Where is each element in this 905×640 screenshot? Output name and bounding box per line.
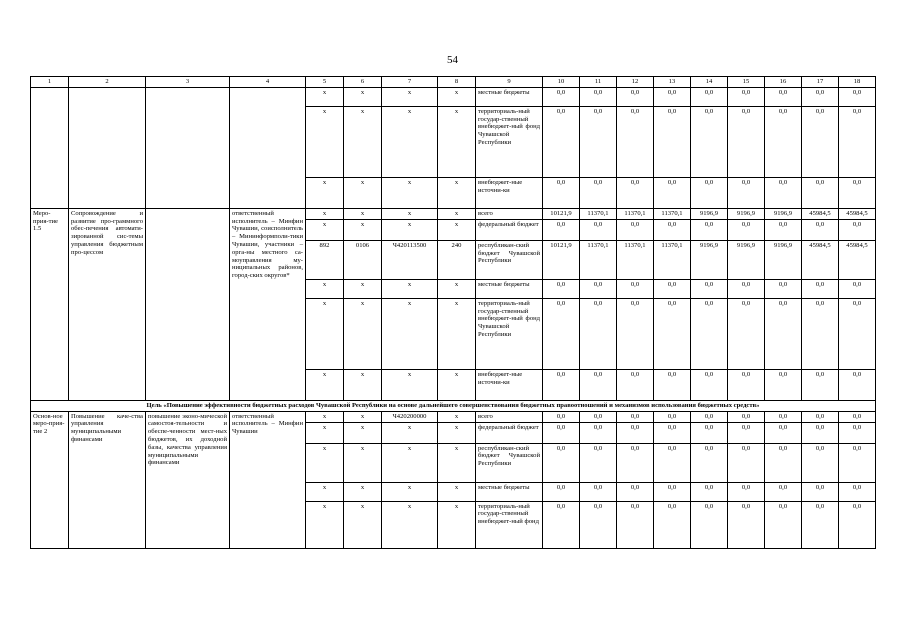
year-value: 0,0 <box>765 369 802 400</box>
code-grbs: х <box>306 106 344 177</box>
year-value: 0,0 <box>802 106 839 177</box>
column-number: 18 <box>839 77 876 88</box>
year-value: 0,0 <box>691 219 728 240</box>
year-value: 0,0 <box>802 482 839 501</box>
year-value: 0,0 <box>765 482 802 501</box>
column-number: 11 <box>580 77 617 88</box>
measure-code <box>31 87 69 208</box>
year-value: 0,0 <box>617 422 654 443</box>
code-csr: х <box>382 219 438 240</box>
year-value: 0,0 <box>543 369 580 400</box>
code-rzpr: х <box>344 177 382 208</box>
year-value: 9196,9 <box>728 208 765 219</box>
code-rzpr: 0106 <box>344 240 382 279</box>
code-vr: х <box>438 219 476 240</box>
code-csr: х <box>382 177 438 208</box>
year-value: 0,0 <box>802 219 839 240</box>
code-vr: х <box>438 369 476 400</box>
code-rzpr: х <box>344 279 382 298</box>
year-value: 0,0 <box>765 411 802 422</box>
year-value: 0,0 <box>839 106 876 177</box>
year-value: 0,0 <box>802 411 839 422</box>
code-vr: х <box>438 177 476 208</box>
year-value: 9196,9 <box>691 208 728 219</box>
code-grbs: х <box>306 219 344 240</box>
year-value: 11370,1 <box>617 240 654 279</box>
year-value: 0,0 <box>728 219 765 240</box>
funding-source: местные бюджеты <box>476 87 543 106</box>
year-value: 0,0 <box>802 177 839 208</box>
code-csr: х <box>382 501 438 548</box>
column-number: 7 <box>382 77 438 88</box>
year-value: 45984,5 <box>802 240 839 279</box>
year-value: 0,0 <box>802 279 839 298</box>
year-value: 45984,5 <box>839 240 876 279</box>
code-csr: х <box>382 443 438 482</box>
column-number: 13 <box>654 77 691 88</box>
code-grbs: х <box>306 422 344 443</box>
year-value: 0,0 <box>543 106 580 177</box>
funding-source: федеральный бюджет <box>476 219 543 240</box>
year-value: 0,0 <box>654 501 691 548</box>
funding-source: территориаль-ный государ-ственный внебюджет-ный фонд Чувашской Республики <box>476 106 543 177</box>
executor: ответственный исполнитель – Минфин Чувашии <box>230 411 306 548</box>
year-value: 0,0 <box>543 279 580 298</box>
year-value: 0,0 <box>617 219 654 240</box>
code-csr: Ч420113500 <box>382 240 438 279</box>
code-rzpr: х <box>344 219 382 240</box>
budget-table <box>30 76 876 549</box>
year-value: 0,0 <box>580 279 617 298</box>
year-value: 0,0 <box>654 482 691 501</box>
year-value: 0,0 <box>728 177 765 208</box>
year-value: 0,0 <box>728 87 765 106</box>
year-value: 0,0 <box>654 219 691 240</box>
year-value: 0,0 <box>728 482 765 501</box>
code-rzpr: х <box>344 106 382 177</box>
code-grbs: х <box>306 482 344 501</box>
year-value: 0,0 <box>617 87 654 106</box>
year-value: 0,0 <box>580 106 617 177</box>
year-value: 0,0 <box>765 87 802 106</box>
code-rzpr: х <box>344 482 382 501</box>
measure-name <box>69 87 146 208</box>
header-row <box>31 77 876 88</box>
year-value: 0,0 <box>839 411 876 422</box>
code-rzpr: х <box>344 369 382 400</box>
code-grbs: х <box>306 443 344 482</box>
code-rzpr: х <box>344 443 382 482</box>
year-value: 0,0 <box>654 411 691 422</box>
year-value: 0,0 <box>691 106 728 177</box>
year-value: 0,0 <box>691 87 728 106</box>
code-rzpr: х <box>344 298 382 369</box>
year-value: 0,0 <box>765 501 802 548</box>
measure-code: Меро-прия-тие 1.5 <box>31 208 69 400</box>
funding-source: местные бюджеты <box>476 482 543 501</box>
measure-name: Сопровождение и развитие про-граммного обес-печения автомати-зированной сис-темы управления бюджетным про-цессом <box>69 208 146 400</box>
code-vr: х <box>438 87 476 106</box>
year-value: 0,0 <box>580 219 617 240</box>
year-value: 0,0 <box>728 411 765 422</box>
year-value: 9196,9 <box>728 240 765 279</box>
code-csr: х <box>382 369 438 400</box>
year-value: 0,0 <box>543 298 580 369</box>
year-value: 0,0 <box>654 177 691 208</box>
expected-result <box>146 87 230 208</box>
year-value: 0,0 <box>765 422 802 443</box>
year-value: 0,0 <box>802 501 839 548</box>
table-row <box>31 87 876 106</box>
year-value: 0,0 <box>580 87 617 106</box>
year-value: 0,0 <box>728 298 765 369</box>
table-row <box>31 208 876 219</box>
expected-result <box>146 208 230 400</box>
funding-source: всего <box>476 411 543 422</box>
funding-source: всего <box>476 208 543 219</box>
year-value: 11370,1 <box>654 208 691 219</box>
year-value: 0,0 <box>654 279 691 298</box>
year-value: 0,0 <box>617 177 654 208</box>
code-csr: х <box>382 106 438 177</box>
year-value: 0,0 <box>580 422 617 443</box>
year-value: 0,0 <box>691 177 728 208</box>
year-value: 0,0 <box>802 87 839 106</box>
year-value: 0,0 <box>839 443 876 482</box>
funding-source: внебюджет-ные источни-ки <box>476 369 543 400</box>
year-value: 0,0 <box>617 106 654 177</box>
year-value: 0,0 <box>654 106 691 177</box>
year-value: 0,0 <box>543 411 580 422</box>
year-value: 0,0 <box>580 298 617 369</box>
year-value: 0,0 <box>617 369 654 400</box>
code-rzpr: х <box>344 501 382 548</box>
year-value: 11370,1 <box>654 240 691 279</box>
code-grbs: х <box>306 279 344 298</box>
funding-source: внебюджет-ные источни-ки <box>476 177 543 208</box>
code-vr: 240 <box>438 240 476 279</box>
year-value: 0,0 <box>839 369 876 400</box>
year-value: 0,0 <box>654 298 691 369</box>
year-value: 0,0 <box>728 106 765 177</box>
year-value: 0,0 <box>691 482 728 501</box>
code-csr: х <box>382 298 438 369</box>
year-value: 0,0 <box>765 177 802 208</box>
year-value: 0,0 <box>802 422 839 443</box>
year-value: 0,0 <box>580 411 617 422</box>
code-grbs: х <box>306 177 344 208</box>
year-value: 0,0 <box>691 501 728 548</box>
year-value: 0,0 <box>691 443 728 482</box>
year-value: 10121,9 <box>543 240 580 279</box>
column-number: 4 <box>230 77 306 88</box>
code-grbs: х <box>306 298 344 369</box>
column-number: 3 <box>146 77 230 88</box>
year-value: 0,0 <box>691 279 728 298</box>
year-value: 0,0 <box>839 279 876 298</box>
code-grbs: 892 <box>306 240 344 279</box>
year-value: 9196,9 <box>765 240 802 279</box>
year-value: 0,0 <box>543 501 580 548</box>
column-number: 2 <box>69 77 146 88</box>
year-value: 0,0 <box>728 443 765 482</box>
column-number: 16 <box>765 77 802 88</box>
year-value: 0,0 <box>543 87 580 106</box>
funding-source: федеральный бюджет <box>476 422 543 443</box>
code-rzpr: х <box>344 411 382 422</box>
funding-source: территориаль-ный государ-ственный внебюджет-ный фонд Чувашской Республики <box>476 298 543 369</box>
code-csr: Ч420200000 <box>382 411 438 422</box>
year-value: 0,0 <box>765 219 802 240</box>
code-vr: х <box>438 106 476 177</box>
year-value: 0,0 <box>839 87 876 106</box>
year-value: 0,0 <box>580 177 617 208</box>
funding-source: территориаль-ный государ-ственный внебюджет-ный фонд <box>476 501 543 548</box>
year-value: 11370,1 <box>580 208 617 219</box>
code-grbs: х <box>306 87 344 106</box>
code-grbs: х <box>306 208 344 219</box>
executor: ответственный исполнитель – Минфин Чувашии, соисполнитель – Мининформполи-тики Чувашии, участники – орга-ны местного са-моуправления му-ниципальных районов, город-ских округов* <box>230 208 306 400</box>
year-value: 0,0 <box>691 298 728 369</box>
code-rzpr: х <box>344 208 382 219</box>
year-value: 9196,9 <box>765 208 802 219</box>
year-value: 0,0 <box>654 422 691 443</box>
code-csr: х <box>382 279 438 298</box>
year-value: 0,0 <box>728 422 765 443</box>
code-csr: х <box>382 208 438 219</box>
column-number: 15 <box>728 77 765 88</box>
year-value: 0,0 <box>580 369 617 400</box>
column-number: 10 <box>543 77 580 88</box>
goal-heading: Цель «Повышение эффективности бюджетных расходов Чувашской Республики на основе дальнейшего совершенствования бюджетных правоотношений и механизмов использования бюджетных средств» <box>31 400 876 411</box>
column-number: 12 <box>617 77 654 88</box>
year-value: 0,0 <box>728 501 765 548</box>
code-vr: х <box>438 422 476 443</box>
code-grbs: х <box>306 411 344 422</box>
year-value: 0,0 <box>654 87 691 106</box>
year-value: 0,0 <box>691 422 728 443</box>
year-value: 45984,5 <box>802 208 839 219</box>
year-value: 0,0 <box>617 482 654 501</box>
code-vr: х <box>438 443 476 482</box>
funding-source: местные бюджеты <box>476 279 543 298</box>
year-value: 0,0 <box>839 501 876 548</box>
column-number: 9 <box>476 77 543 88</box>
year-value: 0,0 <box>765 279 802 298</box>
year-value: 0,0 <box>839 482 876 501</box>
code-vr: х <box>438 411 476 422</box>
year-value: 0,0 <box>543 219 580 240</box>
code-grbs: х <box>306 369 344 400</box>
year-value: 0,0 <box>839 422 876 443</box>
code-rzpr: х <box>344 422 382 443</box>
year-value: 0,0 <box>691 369 728 400</box>
measure-code: Основ-ное меро-прия-тие 2 <box>31 411 69 548</box>
year-value: 0,0 <box>765 298 802 369</box>
column-number: 5 <box>306 77 344 88</box>
year-value: 0,0 <box>617 279 654 298</box>
year-value: 0,0 <box>580 501 617 548</box>
funding-source: республикан-ский бюджет Чувашской Республики <box>476 443 543 482</box>
year-value: 0,0 <box>765 106 802 177</box>
year-value: 0,0 <box>839 219 876 240</box>
year-value: 0,0 <box>802 298 839 369</box>
year-value: 0,0 <box>617 443 654 482</box>
year-value: 0,0 <box>839 177 876 208</box>
year-value: 45984,5 <box>839 208 876 219</box>
code-vr: х <box>438 279 476 298</box>
year-value: 0,0 <box>839 298 876 369</box>
year-value: 0,0 <box>543 482 580 501</box>
column-number: 6 <box>344 77 382 88</box>
year-value: 11370,1 <box>580 240 617 279</box>
year-value: 0,0 <box>617 298 654 369</box>
year-value: 0,0 <box>691 411 728 422</box>
goal-row <box>31 400 876 411</box>
year-value: 9196,9 <box>691 240 728 279</box>
year-value: 0,0 <box>654 443 691 482</box>
page-number: 54 <box>447 54 458 66</box>
year-value: 0,0 <box>543 422 580 443</box>
year-value: 0,0 <box>802 443 839 482</box>
year-value: 0,0 <box>543 443 580 482</box>
year-value: 0,0 <box>728 279 765 298</box>
column-number: 1 <box>31 77 69 88</box>
code-csr: х <box>382 482 438 501</box>
year-value: 0,0 <box>543 177 580 208</box>
year-value: 0,0 <box>728 369 765 400</box>
code-csr: х <box>382 422 438 443</box>
measure-name: Повышение каче-ства управления муниципальными финансами <box>69 411 146 548</box>
code-vr: х <box>438 298 476 369</box>
code-vr: х <box>438 501 476 548</box>
year-value: 10121,9 <box>543 208 580 219</box>
column-number: 14 <box>691 77 728 88</box>
executor <box>230 87 306 208</box>
year-value: 0,0 <box>802 369 839 400</box>
year-value: 0,0 <box>654 369 691 400</box>
year-value: 0,0 <box>765 443 802 482</box>
code-rzpr: х <box>344 87 382 106</box>
code-vr: х <box>438 482 476 501</box>
code-csr: х <box>382 87 438 106</box>
expected-result: повышение эконо-мической самостоя-тельности и обеспе-ченности мест-ных бюджетов, их доходной базы, качества управления муниципальными финансами <box>146 411 230 548</box>
column-number: 17 <box>802 77 839 88</box>
year-value: 0,0 <box>580 482 617 501</box>
year-value: 0,0 <box>617 501 654 548</box>
year-value: 11370,1 <box>617 208 654 219</box>
year-value: 0,0 <box>617 411 654 422</box>
code-grbs: х <box>306 501 344 548</box>
year-value: 0,0 <box>580 443 617 482</box>
table-row <box>31 411 876 422</box>
code-vr: х <box>438 208 476 219</box>
funding-source: республикан-ский бюджет Чувашской Республики <box>476 240 543 279</box>
column-number: 8 <box>438 77 476 88</box>
